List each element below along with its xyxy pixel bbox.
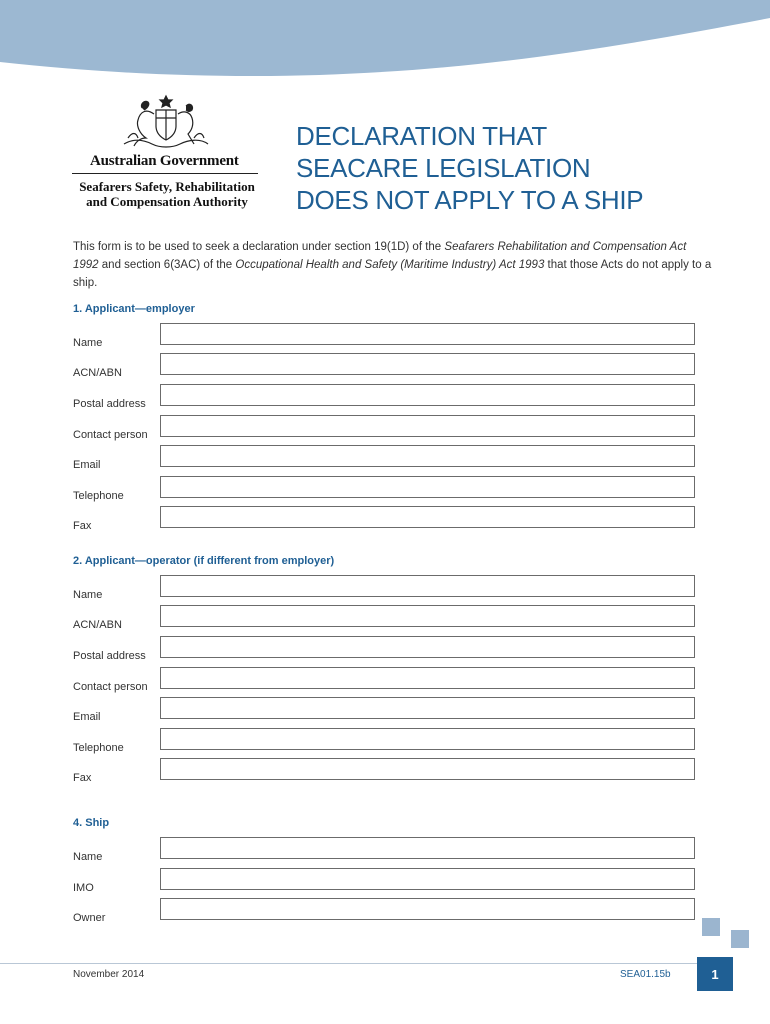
field-label: IMO: [73, 882, 94, 894]
s1-acn-input[interactable]: [160, 353, 695, 375]
authority-line-1: Seafarers Safety, Rehabilitation: [79, 179, 255, 194]
s4-row-name: [73, 837, 697, 861]
s1-row-email: [73, 445, 697, 469]
field-label: ACN/ABN: [73, 367, 122, 379]
field-label: Name: [73, 337, 103, 349]
s4-row-owner: [73, 898, 697, 922]
logo-divider: [72, 173, 258, 174]
s2-postal-input[interactable]: [160, 636, 695, 658]
form-code: SEA01.15b: [620, 969, 671, 980]
form-title: [296, 120, 716, 216]
decorative-square: [702, 918, 720, 936]
s2-email-input[interactable]: [160, 697, 695, 719]
s4-row-imo: [73, 868, 697, 892]
s2-name-input[interactable]: [160, 575, 695, 597]
authority-line-2: and Compensation Authority: [86, 194, 248, 209]
title-line-2: SEACARE LEGISLATION: [296, 153, 591, 183]
intro-part-3: that those Acts do not apply to a ship.: [73, 259, 712, 289]
s4-owner-input[interactable]: [160, 898, 695, 920]
s1-contact-input[interactable]: [160, 415, 695, 437]
section-4-heading: 4. Ship: [73, 817, 110, 829]
s1-name-input[interactable]: [160, 323, 695, 345]
field-label: Fax: [73, 520, 92, 532]
coat-of-arms-logo: [120, 94, 212, 150]
s1-row-contact: [73, 415, 697, 439]
field-label: Postal address: [73, 398, 146, 410]
field-label: Email: [73, 711, 101, 723]
header-banner: [0, 0, 770, 90]
field-label: Postal address: [73, 650, 146, 662]
s1-row-postal: [73, 384, 697, 408]
title-line-3: DOES NOT APPLY TO A SHIP: [296, 185, 644, 215]
field-label: Telephone: [73, 742, 124, 754]
s2-row-postal: [73, 636, 697, 660]
intro-act-1: Seafarers Rehabilitation and Compensation Act 1992: [73, 241, 687, 271]
s2-contact-input[interactable]: [160, 667, 695, 689]
s1-email-input[interactable]: [160, 445, 695, 467]
field-label: ACN/ABN: [73, 619, 122, 631]
field-label: Name: [73, 851, 103, 863]
footer-divider: [0, 963, 700, 964]
s1-row-acn: [73, 353, 697, 377]
s1-postal-input[interactable]: [160, 384, 695, 406]
field-label: Telephone: [73, 490, 124, 502]
intro-part-2: and section 6(3AC) of the: [98, 259, 236, 271]
field-label: Name: [73, 589, 103, 601]
s2-row-telephone: [73, 728, 697, 752]
section-1-heading: 1. Applicant—employer: [73, 303, 195, 315]
s2-fax-input[interactable]: [160, 758, 695, 780]
title-line-1: DECLARATION THAT: [296, 121, 547, 151]
s1-row-name: [73, 323, 697, 347]
s2-row-fax: [73, 758, 697, 782]
s2-row-acn: [73, 605, 697, 629]
section-2-heading: 2. Applicant—operator (if different from employer): [73, 555, 335, 567]
s4-name-input[interactable]: [160, 837, 695, 859]
footer-date: November 2014: [73, 969, 145, 980]
intro-paragraph: [73, 238, 713, 292]
government-name: Australian Government: [90, 153, 239, 169]
field-label: Contact person: [73, 681, 148, 693]
field-label: Contact person: [73, 429, 148, 441]
decorative-square: [731, 930, 749, 948]
s1-row-fax: [73, 506, 697, 530]
s2-row-contact: [73, 667, 697, 691]
s2-telephone-input[interactable]: [160, 728, 695, 750]
field-label: Email: [73, 459, 101, 471]
s2-row-email: [73, 697, 697, 721]
intro-part-1: This form is to be used to seek a declaration under section 19(1D) of the: [73, 241, 445, 253]
field-label: Fax: [73, 772, 92, 784]
s2-row-name: [73, 575, 697, 599]
authority-name: [72, 179, 262, 209]
s4-imo-input[interactable]: [160, 868, 695, 890]
s1-row-telephone: [73, 476, 697, 500]
s1-fax-input[interactable]: [160, 506, 695, 528]
page-number: 1: [697, 957, 733, 991]
s2-acn-input[interactable]: [160, 605, 695, 627]
s1-telephone-input[interactable]: [160, 476, 695, 498]
intro-act-2: Occupational Health and Safety (Maritime Industry) Act 1993: [235, 259, 545, 271]
field-label: Owner: [73, 912, 106, 924]
